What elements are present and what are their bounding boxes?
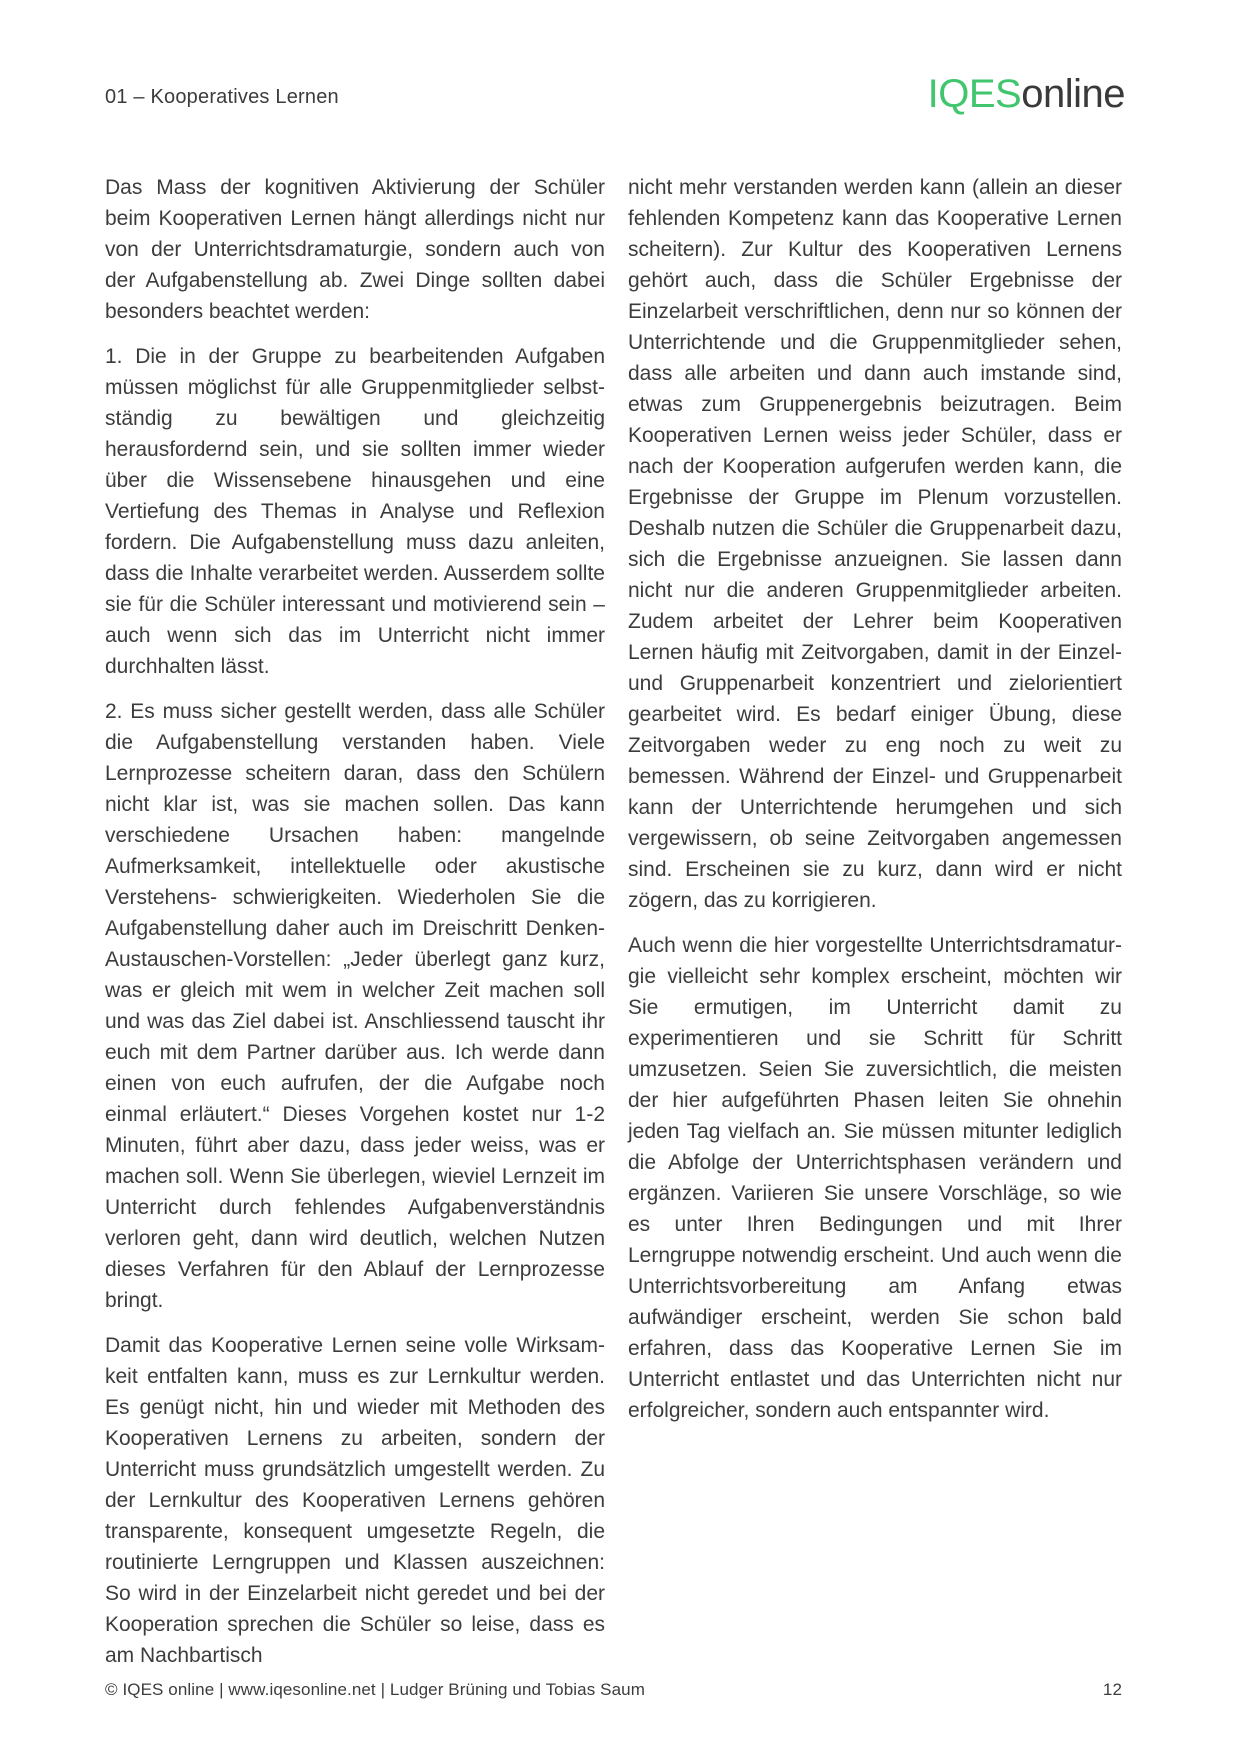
paragraph: 1. Die in der Gruppe zu bearbeitenden Aufgaben müssen möglichst für alle Gruppenmitglieder selbstständig zu bewältigen und gleichzeitig herausfordernd sein, und sie sollten immer wieder über die Wissensebene hinausgehen und eine Vertiefung des Themas in Analyse und Reflexion fordern. Die Aufgabenstellung muss dazu anleiten, dass die Inhalte verarbeitet werden. Ausserdem sollte sie für die Schüler interessant und motivierend sein – auch wenn sich das im Unterricht nicht immer durchhalten lässt. xyxy=(105,345,605,678)
page-number: 12 xyxy=(1102,1680,1122,1699)
iqes-logo xyxy=(928,72,1125,116)
left-column xyxy=(105,172,605,1685)
paragraph: 2. Es muss sicher gestellt werden, dass alle Schüler die Aufgabenstellung verstanden haben. Viele Lernprozesse scheitern daran, dass den Schülern nicht klar ist, was sie machen sollen. Das kann verschiedene Ursachen haben: mangelnde Aufmerksamkeit, intellektuelle oder akustische Verstehens- schwierigkeiten. Wiederholen Sie die Aufgabenstellung daher auch im Dreischritt Denken-Austauschen-Vorstellen: „Jeder überlegt ganz kurz, was er gleich mit wem in welcher Zeit machen soll und was das Ziel dabei ist. Anschliessend tauscht ihr euch mit dem Partner darüber aus. Ich werde dann einen von euch aufrufen, der die Aufgabe noch einmal erläutert.“ Dieses Vorgehen kostet nur 1-2 Minuten, führt aber dazu, dass jeder weiss, was er machen soll. Wenn Sie überlegen, wieviel Lernzeit im Unterricht durch fehlendes Aufgabenverständnis verloren geht, dann wird deutlich, welchen Nutzen dieses Verfahren für den Ablauf der Lernprozesse bringt. xyxy=(105,700,605,1312)
paragraph: Damit das Kooperative Lernen seine volle Wirksamkeit entfalten kann, muss es zur Lernkultur werden. Es genügt nicht, hin und wieder mit Methoden des Kooperativen Lernens zu arbeiten, sondern der Unterricht muss grundsätzlich umgestellt werden. Zu der Lernkultur des Kooperativen Lernens gehören transparente, konsequent umgesetzte Regeln, die routinierte Lerngruppen und Klassen auszeichnen: So wird in der Einzelarbeit nicht geredet und bei der Kooperation sprechen die Schüler so leise, dass es am Nachbartisch xyxy=(105,1334,605,1667)
paragraph: nicht mehr verstanden werden kann (allein an dieser fehlenden Kompetenz kann das Kooperative Lernen scheitern). Zur Kultur des Kooperativen Lernens gehört auch, dass die Schüler Ergebnisse der Einzelarbeit verschriftlichen, denn nur so können der Unterrichtende und die Gruppenmitglieder sehen, dass alle arbeiten und dann auch imstande sind, etwas zum Gruppenergebnis beizutragen. Beim Kooperativen Lernen weiss jeder Schüler, dass er nach der Kooperation aufgerufen werden kann, die Ergebnisse der Gruppe im Plenum vorzustellen. Deshalb nutzen die Schüler die Gruppenarbeit dazu, sich die Ergebnisse anzueignen. Sie lassen dann nicht nur die anderen Gruppenmitglieder arbeiten. Zudem arbeitet der Lehrer beim Kooperativen Lernen häufig mit Zeitvorgaben, damit in der Einzel- und Gruppenarbeit konzentriert und zielorientiert gearbeitet wird. Es bedarf einiger Übung, diese Zeitvorgaben weder zu eng noch zu weit zu bemessen. Während der Einzel- und Gruppenarbeit kann der Unterrichtende herumgehen und sich vergewissern, ob seine Zeitvorgaben angemessen sind. Erscheinen sie zu kurz, dann wird er nicht zögern, das zu korrigieren. xyxy=(628,176,1122,912)
page-footer xyxy=(105,1680,1122,1700)
document-header-title: 01 – Kooperatives Lernen xyxy=(105,86,339,108)
right-column xyxy=(628,172,1122,1685)
paragraph: Auch wenn die hier vorgestellte Unterrichtsdramaturgie vielleicht sehr komplex erscheint, möchten wir Sie ermutigen, im Unterricht damit zu experimentieren und sie Schritt für Schritt umzusetzen. Seien Sie zuversichtlich, die meisten der hier aufgeführten Phasen leiten Sie ohnehin jeden Tag vielfach an. Sie müssen mitunter lediglich die Abfolge der Unterrichtsphasen verändern und ergänzen. Variieren Sie unsere Vorschläge, so wie es unter Ihren Bedingungen und mit Ihrer Lerngruppe notwendig erscheint. Und auch wenn die Unterrichtsvorbereitung am Anfang etwas aufwändiger erscheint, werden Sie schon bald erfahren, dass das Kooperative Lernen Sie im Unterricht entlastet und das Unterrichten nicht nur erfolgreicher, sondern auch entspannter wird. xyxy=(628,934,1122,1422)
paragraph: Das Mass der kognitiven Aktivierung der Schüler beim Kooperativen Lernen hängt allerdings nicht nur von der Unterrichtsdramaturgie, sondern auch von der Aufgabenstellung ab. Zwei Dinge sollten dabei besonders beachtet werden: xyxy=(105,176,605,323)
text-columns xyxy=(105,172,1122,1685)
logo-text-online: online xyxy=(1021,72,1125,116)
footer-credit: © IQES online | www.iqesonline.net | Ludger Brüning und Tobias Saum xyxy=(105,1680,645,1699)
logo-text-iqes: IQES xyxy=(927,72,1022,116)
